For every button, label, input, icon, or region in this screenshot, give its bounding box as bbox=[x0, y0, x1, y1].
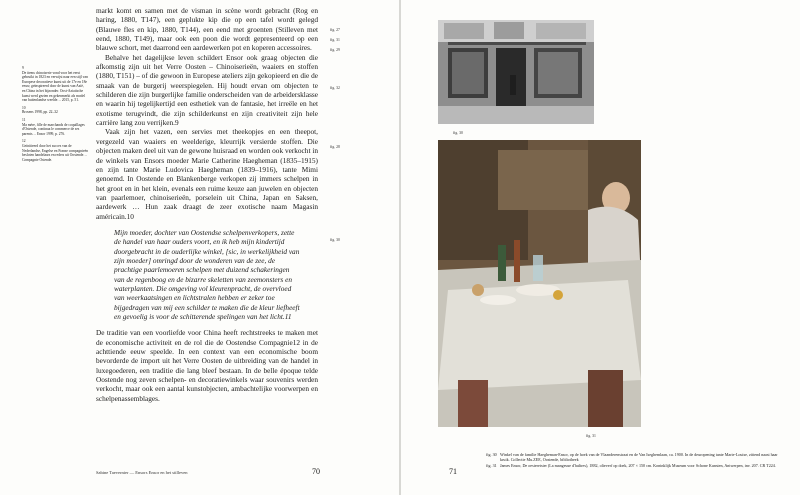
footnote-9: 9 De items chinoiserie vond voor het eerst gebruikt in 1823 en verwijst naar een stijl van Europese decoratieve kunst uit de 17e en 18e eeuw, geïnspireerd door de kunst van Azië, en China in het bijzonder. Oost-Aziatische kunst werd gezien en gekenmerkt als model van buitenlandse weelde… 2015, p. 51. bbox=[22, 66, 88, 103]
body-paragraph: markt komt en samen met de visman in scène wordt gebracht (Rog en haring, 1880, T147), een geplukte kip die op een tafel wordt gelegd (Blauwe fles en kip, 1880, T144), een eend met groenten (Stilleven met eend, 1880, T149), maar ook een poon die wordt gepresenteerd op een blauwe schort, met daarrond een aardewerken pot en koperen accessoires. bbox=[96, 6, 318, 53]
shop-photo bbox=[438, 20, 594, 124]
body-paragraph: De traditie van een voorliefde voor China heeft rechtstreeks te maken met de economische activiteit en de rol die de Oostendse Compagnie12 in de achttiende eeuw speelde. In een context van een economische boom bevorderde de import uit het Verre Oosten de uitbreiding van de handel in luxegoederen, een traditie die lang bleef bestaan. In de belle époque telde Oostende nog zeven schelpen- en decoratiewinkels waar souvenirs werden verkocht, maar ook een aantal kunstobjecten, ambachtelijke voorwerpen en schelpenassemblages. bbox=[96, 328, 318, 403]
caption-row bbox=[486, 463, 786, 468]
footnote-12: 12 Geïnitieerd door het succes van de Nederlandse, Engelse en Franse compagnieën besloten handelaars en reders uit Oostende… Compagnie Ostende. bbox=[22, 139, 88, 162]
figure-reference: fig. 30 bbox=[330, 238, 340, 242]
block-quote: Mijn moeder, dochter van Oostendse schelpenverkopers, zette de handel van haar ouders voort, en ik heb mijn kindertijd doorgebracht in de ouderlijke winkel, [sic, in werkelijkheid van zijn moeder] omringd door de wonderen van de zee, de prachtige paarlemoeren schelpen met duizend schakeringen van de regenboog en de bizarre skeletten van zeemonsters en waterplanten. Die omgeving vol kleurenpracht, de overvloed van weerkaatsingen en lichtstralen hebben er zeker toe bijgedragen van mij een schilder te maken die de kleur liefheeft en gevoelig is voor de schitterende spelingen van het licht.11 bbox=[114, 227, 300, 321]
caption-row bbox=[486, 452, 786, 463]
figure-reference: fig. 31 bbox=[330, 38, 340, 42]
right-page bbox=[401, 0, 800, 495]
body-paragraph: Vaak zijn het vazen, een servies met theekopjes en een theepot, vergezeld van waaiers en weelderige, kleurrijk versierde stoffen. Die objecten maken deel uit van de gewone huisraad en worden ook verkocht in de winkels van Ensors moeder Marie Catherine Haegheman (1835–1915) en zijn tante Marie Ludovica Haegheman (1839–1916), tante Mimi genoemd. In Oostende en Blankenberge verkopen zij immers schelpen in het groot en in het klein, evenals een ruime keuze aan juwelen en objecten van paarlemoer, chinoiserieën, porselein uit China, Japan en Saksen, aardewerk … Hun zaak draagt de zeer exotische naam Magasin américain.10 bbox=[96, 127, 318, 221]
caption-label: fig. 30 bbox=[486, 452, 497, 457]
running-footer: Sabine Taevernier — Ensors Ensor en het stilleven bbox=[96, 470, 188, 475]
footnote-11: 11 Ma mère, fille de marchands de coquillages d'Ostende, continua le commerce de ses parents… Ensor 1999, p. 276. bbox=[22, 117, 85, 136]
caption-label: fig. 31 bbox=[486, 462, 497, 468]
caption-text: Winkel van de familie Haegheman-Ensor, op de hoek van de Vlaanderenstraat en de Van Iseghemlaan, ca. 1900. In de deuropening tante Marie-Louise, zittend naast haar kruik. Collectie Mu.ZEE, Oostende, bibliotheek bbox=[500, 452, 778, 463]
body-text bbox=[96, 6, 318, 403]
oyster-eater-painting bbox=[438, 140, 641, 427]
figure-captions bbox=[486, 452, 786, 468]
figure-reference: fig. 27 bbox=[330, 28, 340, 32]
footnote-10: 10 Brosens 1998, pp. 22–32 bbox=[22, 105, 58, 115]
caption-text: James Ensor, De oesteretster (La mangeuse d'huîtres), 1882, olieverf op doek, 207 × 150 cm. Koninklijk Museum voor Schone Kunsten, Antwerpen, inv. 207. CR T224. bbox=[500, 462, 776, 468]
left-page bbox=[0, 0, 399, 495]
painting-image bbox=[438, 140, 641, 427]
figure-tag: fig. 31 bbox=[586, 434, 596, 438]
figure-reference: fig. 32 bbox=[330, 86, 340, 90]
page-number: 70 bbox=[312, 467, 320, 476]
figure-reference: fig. 28 bbox=[330, 145, 340, 149]
body-paragraph: Behalve het dagelijkse leven schildert Ensor ook graag objecten die afkomstig zijn uit het Verre Oosten – Chinoiserieën, waaiers en stoffen (1880, T151) – of die gewoon in Europese ateliers zijn gekopieerd en die de smaak van de burgerij weerspiegelen. Hij houdt ervan om objecten te schilderen die zijn burgerlijke familie onderscheiden van de arbeidersklasse en waarin hij tegelijkertijd een esthetiek van de fantasie, het irreële en het exotisme terugvindt, die zijn schilderkunst en zijn creativiteit zijn hele carrière lang zou verrijken.9 bbox=[96, 52, 318, 128]
figure-reference: fig. 29 bbox=[330, 48, 340, 52]
shop-photo-image bbox=[438, 20, 594, 124]
figure-tag: fig. 30 bbox=[453, 131, 463, 135]
footnote-column bbox=[22, 66, 88, 165]
page-number: 71 bbox=[449, 467, 457, 476]
